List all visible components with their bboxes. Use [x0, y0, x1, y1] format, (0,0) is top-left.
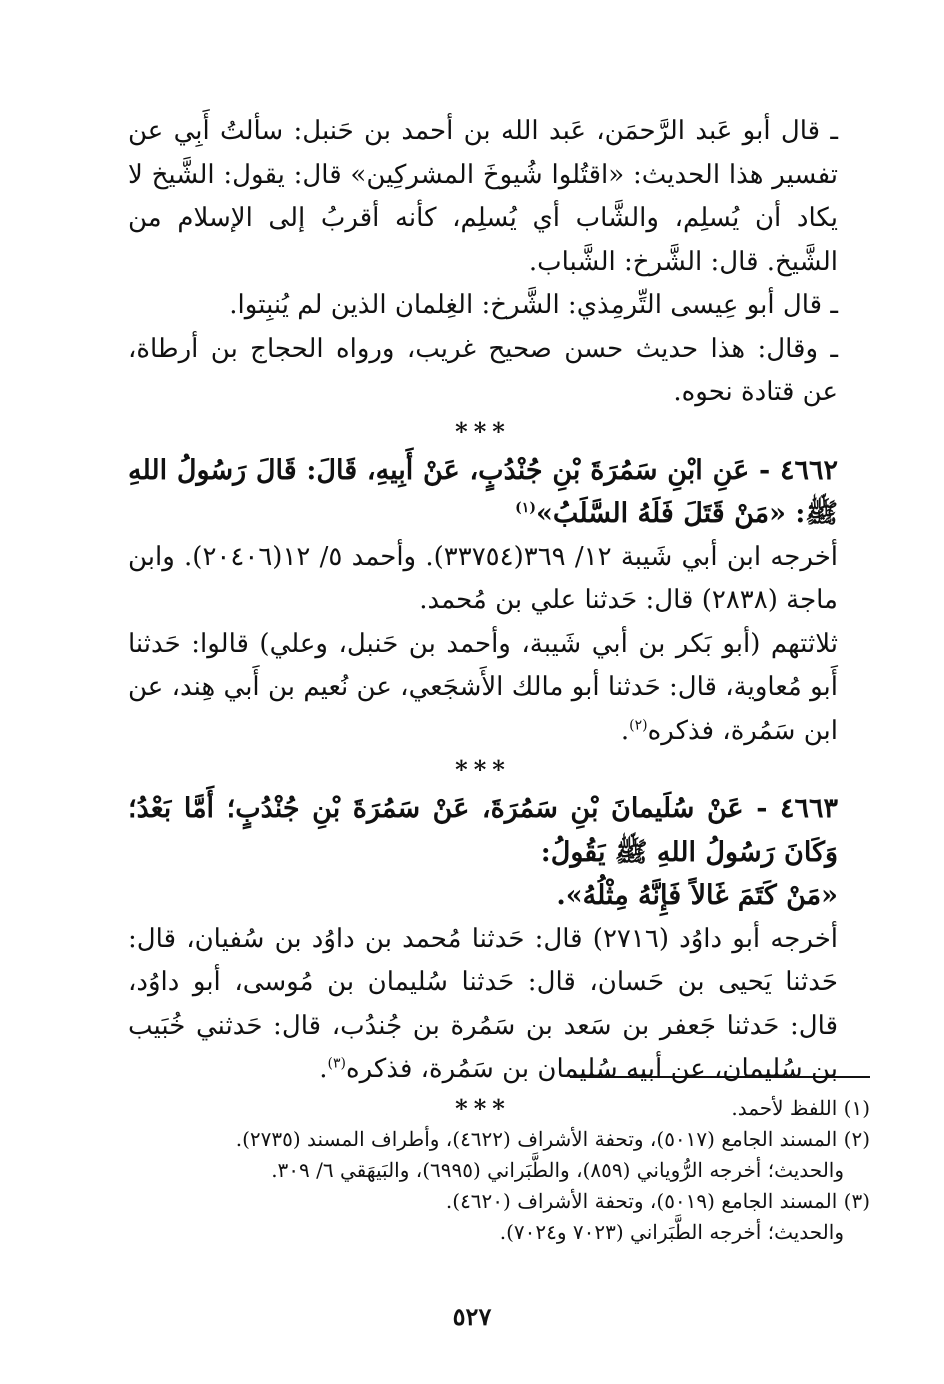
footnotes: [180, 1093, 870, 1248]
footnote-divider: [570, 1076, 870, 1078]
hadith-4663-isnad: ٤٦٦٣ - عَنْ سُلَيمانَ بْنِ سَمُرَةَ، عَنْ سَمُرَةَ بْنِ جُنْدُبٍ؛ أَمَّا بَعْدُ؛ وَكَانَ رَسُولُ اللهِ ﷺ يَقُولُ:: [128, 793, 838, 868]
hadith-4663-matn: «مَنْ كَتَمَ غَالاً فَإِنَّهُ مِثْلُهُ».: [556, 880, 838, 911]
main-text: [128, 110, 838, 1126]
paragraph-grading: ـ وقال: هذا حديث حسن صحيح غريب، ورواه الحجاج بن أرطاة، عن قتادة نحوه.: [128, 333, 838, 407]
takhrij-4663-end: .: [319, 1054, 328, 1084]
footnote-2: (٢) المسند الجامع (٥٠١٧)، وتحفة الأشراف (٤٦٢٢)، وأطراف المسند (٢٧٣٥).: [235, 1127, 870, 1151]
takhrij-4662-a: أخرجه ابن أبي شَيبة ١٢/ ٣٦٩(٣٣٧٥٤). وأحمد ٥/ ١٢(٢٠٤٠٦). وابن ماجة (٢٨٣٨) قال: حَدثنا علي بن مُحمد.: [128, 541, 838, 615]
footnote-ref-1: (١): [515, 500, 536, 516]
section-separator: ***: [455, 755, 511, 784]
footnote-3: (٣) المسند الجامع (٥٠١٩)، وتحفة الأشراف (٤٦٢٠).: [445, 1189, 870, 1213]
footnote-3-continued: والحديث؛ أخرجه الطَّبَراني (٧٠٢٣ و٧٠٢٤).: [499, 1220, 844, 1244]
section-separator: ***: [455, 416, 511, 446]
page-number: ٥٢٧: [452, 1302, 492, 1331]
hadith-4662-text: ٤٦٦٢ - عَنِ ابْنِ سَمُرَةَ بْنِ جُنْدُبٍ، عَنْ أَبِيهِ، قَالَ: قَالَ رَسُولُ اللهِ ﷺ: «مَنْ قَتَلَ فَلَهُ السَّلَبُ»: [128, 454, 838, 529]
takhrij-4663: [128, 918, 838, 1092]
paragraph-tirmidhi: ـ قال أبو عِيسى التِّرمِذي: الشَّرخ: الغِلمان الذين لم يُنبِتوا.: [229, 290, 838, 320]
takhrij-4662-b: ثلاثتهم (أبو بَكر بن أبي شَيبة، وأحمد بن حَنبل، وعلي) قالوا: حَدثنا أَبو مُعاوية، قال: حَدثنا أبو مالك الأَشجَعي، عن نُعيم بن أَبي هِند، عن ابن سَمُرة، فذكره$^{(٢)}$.: [128, 628, 838, 746]
hadith-4662: [128, 449, 838, 536]
takhrij-4663-text: أخرجه أبو داوُد (٢٧١٦) قال: حَدثنا مُحمد بن داوُد بن سُفيان، قال: حَدثنا يَحيى بن حَسان، قال: حَدثنا سُليمان بن مُوسى، أبو داوُد، قال: حَدثنا جَعفر بن سَعد بن سَمُرة بن جُندُب، قال: حَدثني خُبَيب بن سُليمان، عن أبيه سُليمان بن سَمُرة، فذكره: [128, 923, 839, 1084]
section-separator: ***: [455, 1093, 511, 1123]
footnote-1: (١) اللفظ لأحمد.: [731, 1096, 870, 1120]
footnote-ref-3: (٣): [327, 1055, 346, 1072]
footnote-ref-2: (٢): [629, 716, 648, 733]
paragraph-tafsir: ـ قال أبو عَبد الرَّحمَن، عَبد الله بن أحمد بن حَنبل: سألتُ أَبِي عن تفسير هذا الحديث: «اقتُلوا شُيوخَ المشركِين» قال: يقول: الشَّيخ لا يكاد أن يُسلِم، والشَّاب أي يُسلِم، كأنه أقربُ إلى الإسلام من الشَّيخ. قال: الشَّرخ: الشَّباب.: [128, 116, 838, 277]
footnote-2-continued: والحديث؛ أخرجه الرُّوياني (٨٥٩)، والطَّبَراني (٦٩٩٥)، والبَيهَقي ٦/ ٣٠٩.: [271, 1158, 844, 1182]
takhrij-4662-b-text: ثلاثتهم (أبو بَكر بن أبي شَيبة، وأحمد بن حَنبل، وعلي) قالوا: حَدثنا أَبو مُعاوية، قال: حَدثنا أبو مالك الأَشجَعي، عن نُعيم بن أَبي هِند، عن ابن سَمُرة، فذكره: [128, 628, 838, 746]
